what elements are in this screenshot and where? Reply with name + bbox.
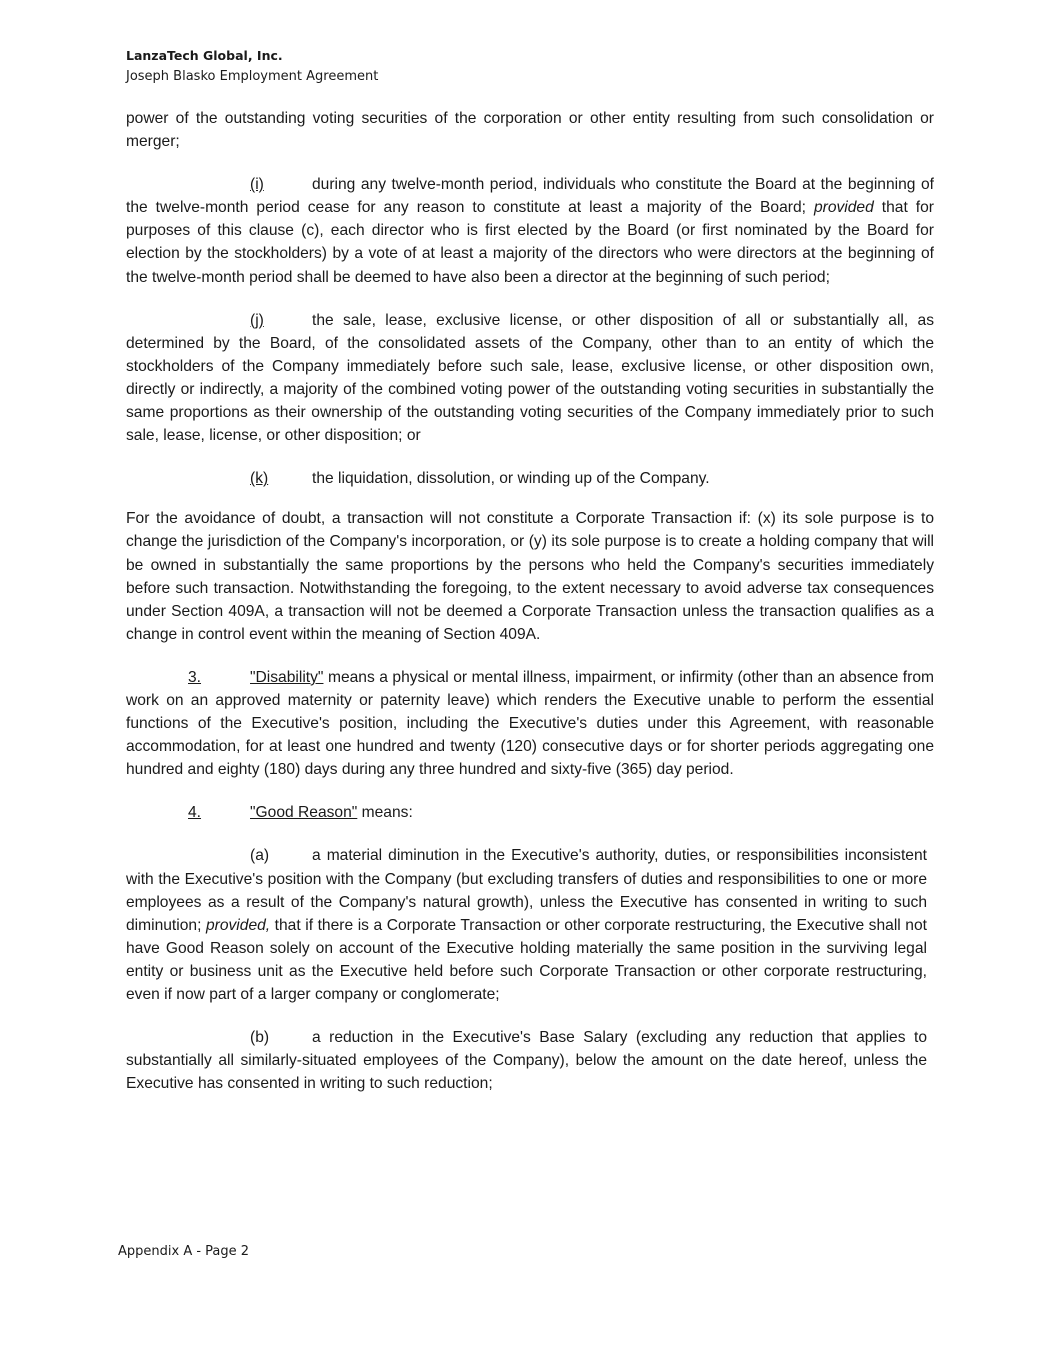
- clause-k: [126, 467, 934, 490]
- clause-label: (j): [250, 311, 264, 329]
- clause-text: the sale, lease, exclusive license, or other disposition of all or substantially all, as determined by the Board, of the consolidated assets of the Company, other than to an entity of which the stockholders of the Company immediately before such sale, lease, exclusive license, or other disposition own, directly or indirectly, a majority of the combined voting power of the outstanding voting securities in substantially the same proportions as their ownership of the outstanding voting securities of the Company immediately prior to such sale, lease, license, or other disposition; or: [126, 311, 934, 445]
- clause-text: during any twelve-month period, individuals who constitute the Board at the beginning of the twelve-month period cease for any reason to constitute at least a majority of the Board;: [126, 176, 934, 217]
- clause-text: a material diminution in the Executive's authority, duties, or responsibilities inconsistent with the Executive's position with the Company (but excluding transfers of duties and responsibilities to one or more employees as a result of the Company's natural growth), unless the Executive has consented in writing to such diminution;: [126, 847, 927, 934]
- section-text: means a physical or mental illness, impairment, or infirmity (other than an absence from work on an approved maternity or paternity leave) which renders the Executive unable to perform the essential functions of the Executive's position, including the Executive's duties under this Agreement, with reasonable accommodation, for at least one hundred and twenty (120) consecutive days or for shorter periods aggregating one hundred and eighty (180) days during any three hundred and sixty-five (365) day period.: [126, 668, 934, 779]
- clause-label: (b): [250, 1029, 270, 1047]
- defined-term: "Disability": [250, 668, 324, 686]
- clause-b: [126, 1026, 927, 1095]
- clause-label: (k): [250, 470, 269, 488]
- clause-i: [126, 173, 934, 288]
- paragraph-avoidance-of-doubt: For the avoidance of doubt, a transaction will not constitute a Corporate Transaction if: (x) its sole purpose is to change the jurisdiction of the Company's incorporation, or (y) its sole purpose is to create a holding company that will be owned in substantially the same proportions by the persons who held the Company's securities immediately before such transaction. Notwithstanding the foregoing, to the extent necessary to avoid adverse tax consequences under Section 409A, a transaction will not be deemed a Corporate Transaction unless the transaction qualifies as a change in control event within the meaning of Section 409A.: [126, 510, 934, 643]
- document-title: Joseph Blasko Employment Agreement: [126, 69, 379, 84]
- clause-text: that for purposes of this clause (c), each director who is first elected by the Board (or first nominated by the Board for election by the stockholders) by a vote of at least a majority of the directors who were directors at the beginning of the twelve-month period shall be deemed to have also been a director at the beginning of such period;: [126, 199, 934, 286]
- clause-text: that if there is a Corporate Transaction or other corporate restructuring, the Executive shall not have Good Reason solely on account of the Executive holding materially the same position in the surviving legal entity or business unit as the Executive held before such Corporate Transaction or other corporate restructuring, even if now part of a larger company or conglomerate;: [126, 916, 927, 1003]
- section-4-good-reason: [126, 801, 934, 824]
- clause-emphasis: provided,: [205, 916, 271, 934]
- page-header: [126, 47, 378, 87]
- defined-term: "Good Reason": [250, 804, 358, 822]
- clause-text: a reduction in the Executive's Base Salary (excluding any reduction that applies to substantially all similarly-situated employees of the Company), below the amount on the date hereof, unless the Executive has consented in writing to such reduction;: [126, 1029, 927, 1093]
- clause-j: [126, 309, 934, 448]
- section-3-disability: [126, 666, 934, 781]
- clause-label: (i): [250, 176, 264, 194]
- section-number: 4.: [188, 804, 202, 822]
- paragraph-continuation: power of the outstanding voting securities of the corporation or other entity resulting from such consolidation or merger;: [126, 110, 934, 151]
- document-body: [126, 107, 934, 1115]
- section-text: means:: [357, 804, 413, 822]
- page-footer: Appendix A - Page 2: [118, 1244, 250, 1259]
- clause-emphasis: provided: [813, 199, 874, 217]
- section-number: 3.: [188, 668, 202, 686]
- company-name: LanzaTech Global, Inc.: [126, 48, 283, 63]
- clause-a: [126, 844, 927, 1006]
- clause-label: (a): [250, 847, 270, 865]
- clause-text: the liquidation, dissolution, or winding up of the Company.: [312, 470, 710, 488]
